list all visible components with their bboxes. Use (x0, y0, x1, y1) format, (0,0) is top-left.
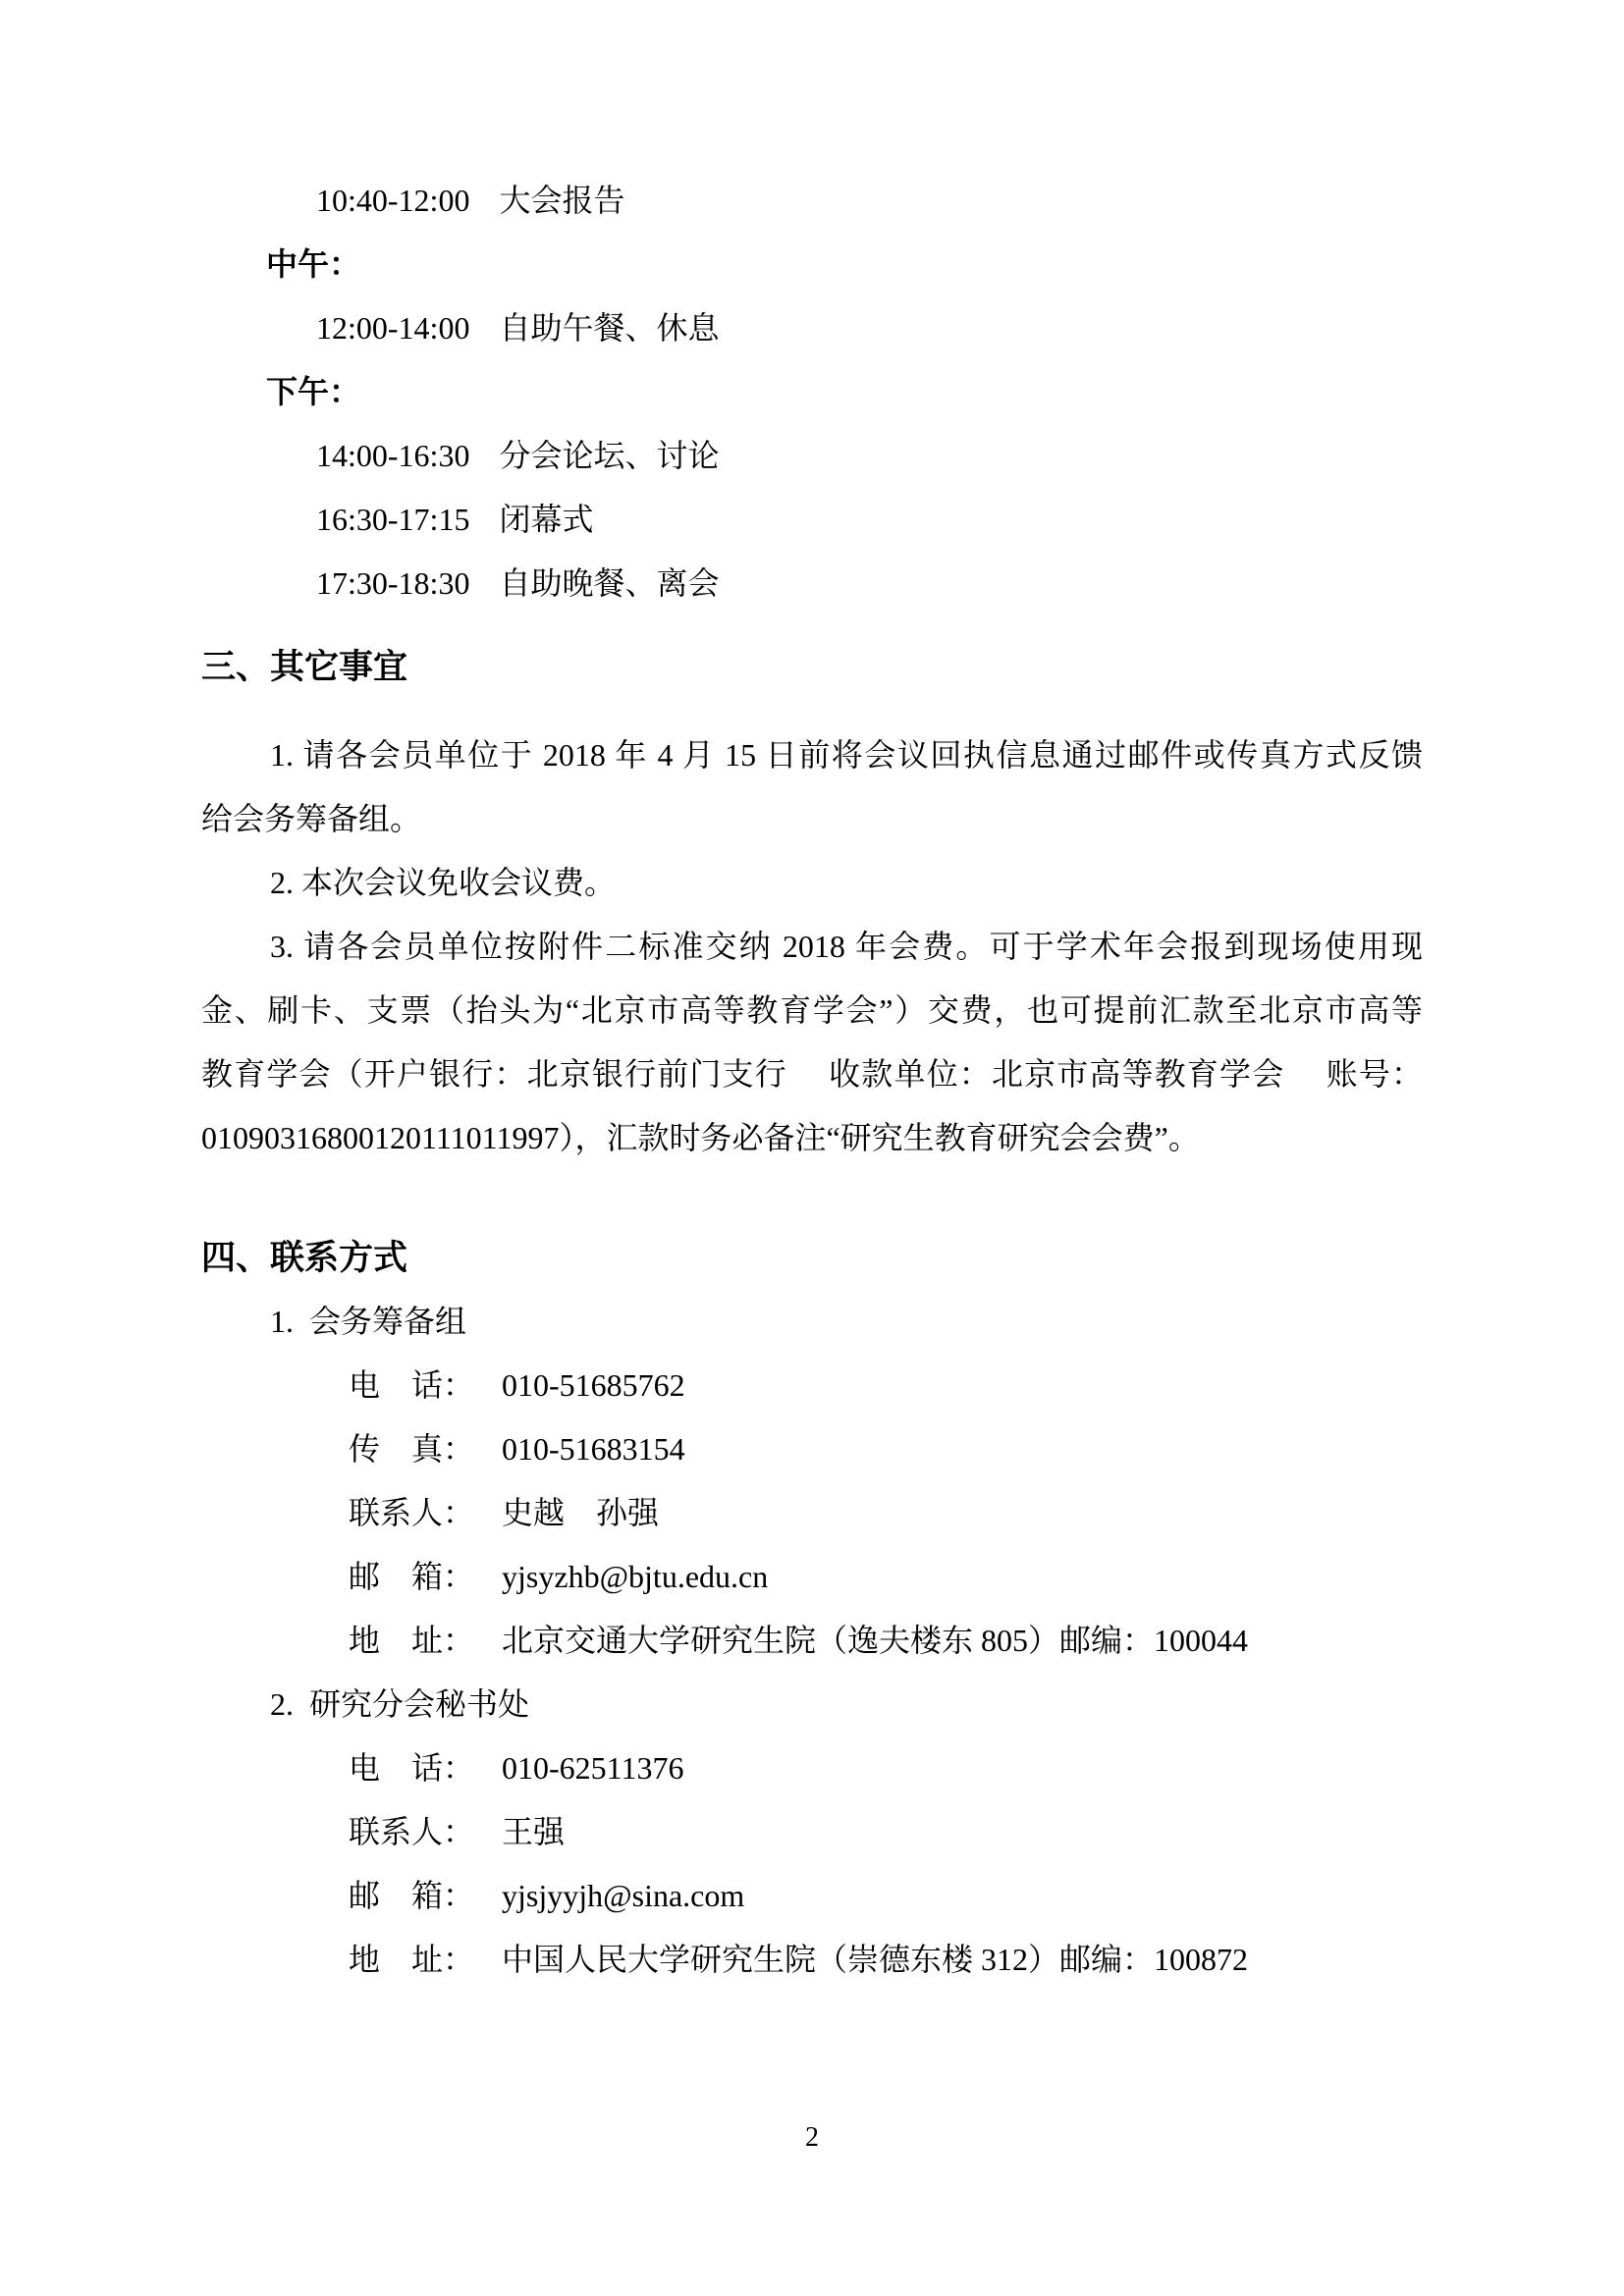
field-label: 地 址： (349, 1623, 475, 1658)
paragraph-line: 教育学会（开户银行：北京银行前门支行 收款单位：北京市高等教育学会 账号： (201, 1056, 1423, 1092)
field-value: 北京交通大学研究生院（逸夫楼东 805）邮编：100044 (502, 1623, 1249, 1658)
schedule-activity: 分会论坛、讨论 (499, 438, 720, 473)
field-label: 联系人： (349, 1814, 475, 1849)
field-label: 邮 箱： (349, 1878, 475, 1913)
contact-line (201, 1609, 1423, 1673)
field-value: 王强 (502, 1814, 566, 1849)
contact-line (201, 1354, 1423, 1417)
schedule-time: 10:40-12:00 (316, 183, 470, 218)
paragraph-line: 1. 请各会员单位于 2018 年 4 月 15 日前将会议回执信息通过邮件或传真方式反馈 (270, 737, 1423, 773)
schedule-activity: 自助午餐、休息 (499, 310, 720, 346)
contact-group-header (201, 1673, 1423, 1736)
paragraph-line: 给会务筹备组。 (201, 801, 422, 836)
schedule-period-label: 中午： (266, 246, 361, 282)
field-value: 010-51683154 (502, 1431, 685, 1467)
item-name: 会务筹备组 (309, 1304, 467, 1339)
section-heading-other-matters: 三、其它事宜 (201, 648, 408, 686)
page-number: 2 (805, 2122, 819, 2153)
field-value: 010-51685762 (502, 1367, 685, 1403)
paragraph-line: 2. 本次会议免收会议费。 (270, 865, 617, 900)
field-value: 史越 孙强 (502, 1495, 660, 1530)
field-label: 电 话： (349, 1750, 475, 1786)
contact-group-header (201, 1290, 1423, 1354)
field-label: 电 话： (349, 1367, 475, 1403)
schedule-line (201, 488, 1423, 552)
schedule-line (201, 169, 1423, 233)
schedule-time: 14:00-16:30 (316, 438, 470, 473)
field-label: 联系人： (349, 1495, 475, 1530)
schedule-time: 12:00-14:00 (316, 310, 470, 346)
field-label: 传 真： (349, 1431, 475, 1467)
contact-line (201, 1800, 1423, 1864)
schedule-line (201, 296, 1423, 360)
schedule-line (201, 552, 1423, 615)
schedule-time: 17:30-18:30 (316, 565, 470, 601)
schedule-activity: 自助晚餐、离会 (499, 565, 720, 601)
schedule-activity: 大会报告 (499, 183, 625, 218)
field-value: yjsjyyjh@sina.com (502, 1878, 745, 1913)
item-number: 2. (270, 1686, 294, 1722)
contact-line (201, 1481, 1423, 1545)
schedule-period-label: 下午： (266, 374, 361, 409)
contact-block (201, 1290, 1423, 1992)
item-name: 研究分会秘书处 (309, 1686, 530, 1722)
contact-line (201, 1545, 1423, 1609)
paragraph-line: 3. 请各会员单位按附件二标准交纳 2018 年会费。可于学术年会报到现场使用现 (270, 929, 1423, 964)
field-value: yjsyzhb@bjtu.edu.cn (502, 1559, 769, 1594)
section-heading-contact: 四、联系方式 (201, 1239, 408, 1277)
contact-line (201, 1928, 1423, 1992)
field-label: 地 址： (349, 1942, 475, 1977)
schedule-time: 16:30-17:15 (316, 502, 470, 537)
paragraph-line: 金、刷卡、支票（抬头为“北京市高等教育学会”）交费，也可提前汇款至北京市高等 (201, 992, 1423, 1028)
other-matters-block (201, 723, 1423, 1170)
schedule-activity: 闭幕式 (499, 502, 594, 537)
field-value: 010-62511376 (502, 1750, 684, 1786)
schedule-block (201, 169, 1423, 615)
item-number: 1. (270, 1304, 294, 1339)
schedule-line (201, 424, 1423, 488)
field-label: 邮 箱： (349, 1559, 475, 1594)
field-value: 中国人民大学研究生院（崇德东楼 312）邮编：100872 (502, 1942, 1249, 1977)
contact-line (201, 1736, 1423, 1800)
contact-line (201, 1864, 1423, 1928)
paragraph-line: 01090316800120111011997），汇款时务必备注“研究生教育研究会会费”。 (201, 1120, 1200, 1155)
contact-line (201, 1417, 1423, 1481)
